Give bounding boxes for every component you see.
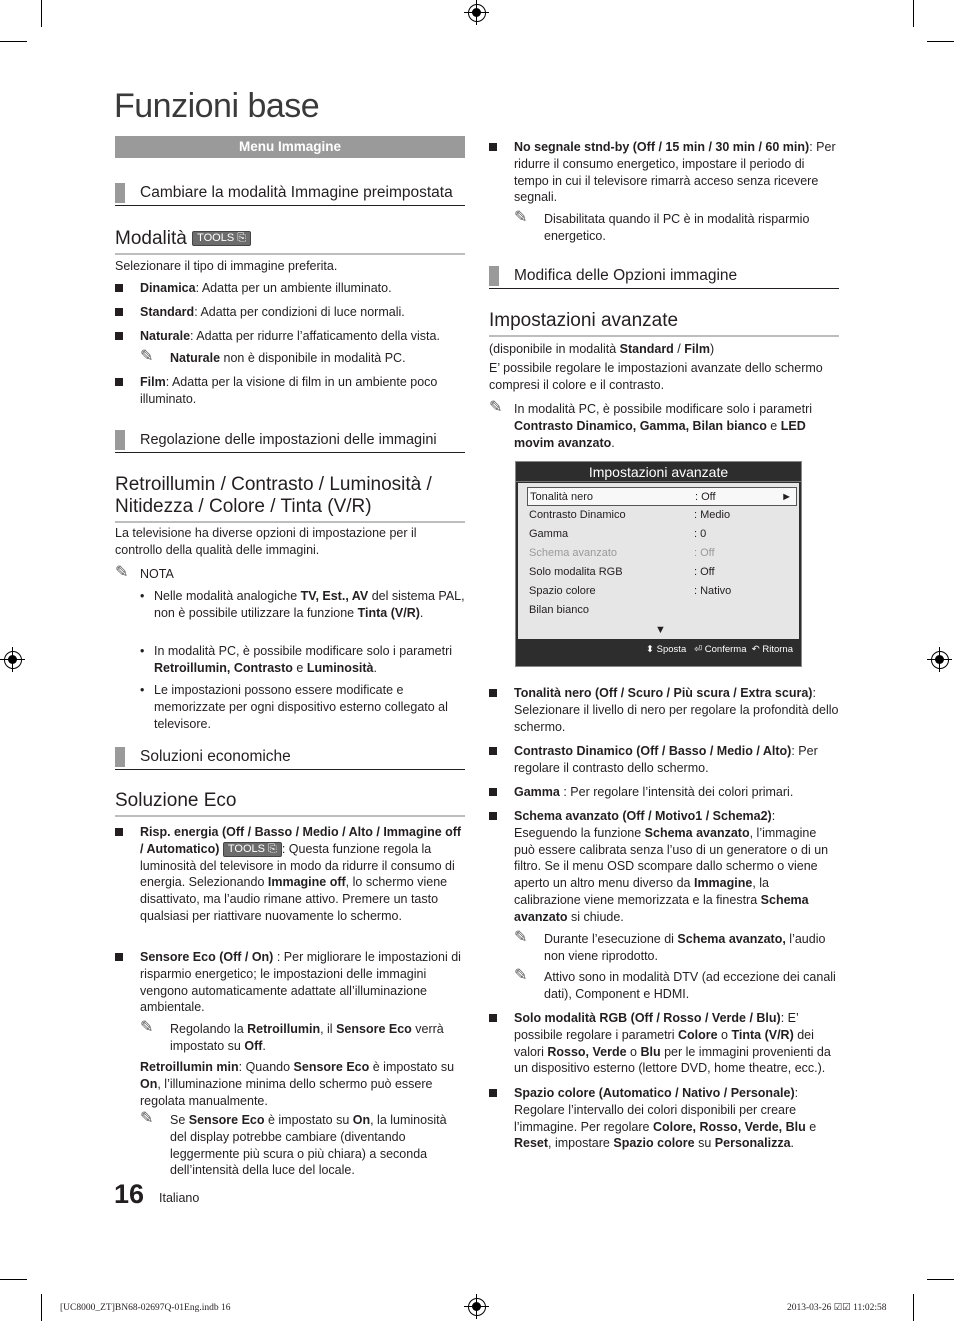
list-item <box>489 743 839 777</box>
term: Spazio colore <box>613 1136 695 1151</box>
crop-mark <box>927 1279 954 1280</box>
section-marker <box>115 183 125 203</box>
section-title-eco: Soluzione Eco <box>115 790 465 817</box>
term: Off <box>244 1038 263 1053</box>
osd-row-value: : Medio <box>694 509 731 521</box>
list-item <box>489 1010 839 1078</box>
term: Personalizza <box>714 1136 791 1151</box>
text: o <box>626 1044 641 1059</box>
item-term: Standard <box>140 305 195 319</box>
subsection-title: Modifica delle Opzioni immagine <box>514 267 738 284</box>
term: Sensore Eco <box>336 1022 412 1036</box>
section-marker <box>115 430 125 450</box>
text: , la calibrazione viene memorizzata e la finestra <box>514 876 770 907</box>
tools-label: TOOLS <box>197 232 235 245</box>
text: (disponibile in modalità <box>489 342 620 356</box>
text: dei valori <box>514 1027 814 1059</box>
term: Gamma <box>514 785 560 799</box>
term: Luminosità <box>306 660 374 675</box>
osd-row-selected[interactable] <box>527 487 797 506</box>
text: : Per regolare l’intensità dei colori primari. <box>559 785 794 799</box>
term: LED movim avanzato <box>514 418 806 450</box>
text: , il <box>320 1022 337 1036</box>
list-item <box>115 949 465 1017</box>
section-title-retroillumin: Retroillumin / Contrasto / Luminosità / Nitidezza / Colore / Tinta (V/R) <box>115 474 465 523</box>
pencil-note-icon: ✎ <box>514 967 528 984</box>
text: è impostato su <box>369 1060 455 1074</box>
bullet-icon <box>489 812 497 820</box>
osd-row-label: Contrasto Dinamico <box>529 509 626 521</box>
text: e <box>292 660 307 675</box>
term: Film <box>684 342 710 356</box>
term: Colore <box>677 1027 718 1042</box>
text: : Eseguendo la funzione <box>514 809 776 840</box>
text: , lo schermo viene disattivato, ma l’audio rimane attivo. Premere un tasto qualsiasi per riattivare nuovamente lo schermo. <box>140 875 448 923</box>
pencil-note-icon: ✎ <box>140 1110 154 1127</box>
term: Sensore Eco <box>188 1113 265 1127</box>
dot-bullet-icon: • <box>140 644 145 658</box>
pencil-note-icon: ✎ <box>140 1019 154 1036</box>
note <box>140 1021 465 1055</box>
paragraph: E’ possibile regolare le impostazioni avanzate dello schermo compresi il colore e il contrasto. <box>489 361 823 392</box>
intro-text: La televisione ha diverse opzioni di impostazione per il controllo della qualità delle immagini. <box>115 526 417 557</box>
text: . <box>373 660 377 675</box>
page-number: 16 <box>114 1179 145 1209</box>
pencil-note-icon: ✎ <box>115 564 129 581</box>
term: Schema avanzato <box>514 892 809 924</box>
term: Standard <box>619 342 674 356</box>
osd-row[interactable] <box>527 601 797 620</box>
text: verrà impostato su <box>170 1022 444 1053</box>
text: , impostare <box>548 1136 614 1151</box>
subsection-header <box>115 182 465 206</box>
note <box>489 401 839 453</box>
crop-mark <box>913 0 914 27</box>
text: / <box>673 342 685 356</box>
crop-mark <box>0 1279 27 1280</box>
text: In modalità PC, è possibile modificare solo i parametri <box>514 402 813 416</box>
osd-row-value: : Off <box>694 566 715 578</box>
osd-row-value: : Off <box>694 547 715 559</box>
intro-text: Selezionare il tipo di immagine preferita. <box>115 259 338 273</box>
list-item <box>489 1085 839 1153</box>
text: : Per migliorare le impostazioni di risparmio energetico; le impostazioni delle immagini vengono automaticamente adattate all’illuminazione ambientale. <box>140 950 461 1015</box>
osd-row-label: Schema avanzato <box>529 547 618 559</box>
term: Schema avanzato <box>644 825 750 840</box>
return-icon: ↶ <box>751 643 760 655</box>
bullet-icon <box>115 378 123 386</box>
text: , l’immagine può essere calibrata senza l’uso di un generatore o di un filtro. Se il menu OSD scompare dallo schermo o viene aperto un altro menu diverso da <box>514 825 829 891</box>
crop-mark <box>41 1294 42 1321</box>
osd-panel <box>518 483 799 639</box>
note <box>140 1112 465 1180</box>
pencil-note-icon: ✎ <box>489 399 503 416</box>
menu-bar-title: Menu Immagine <box>115 136 465 158</box>
note <box>514 969 839 1003</box>
bullet-icon <box>489 788 497 796</box>
item-desc: : Adatta per la visione di film in un ambiente poco illuminato. <box>140 375 438 406</box>
text: : Per ridurre il consumo energetico, impostare il periodo di tempo in cui il televisore rimarrà acceso senza ricevere segnali. <box>514 140 836 205</box>
term: Blu <box>640 1044 661 1059</box>
text: si chiude. <box>567 909 624 924</box>
text: : Per regolare il contrasto dello schermo. <box>514 744 818 775</box>
osd-row[interactable] <box>527 582 797 601</box>
text: e <box>766 418 781 433</box>
crop-mark <box>0 41 27 42</box>
note-header <box>115 566 465 583</box>
text: Durante l’esecuzione di <box>544 932 678 946</box>
paragraph <box>489 341 839 358</box>
item-term: Naturale <box>140 329 191 343</box>
bullet-icon <box>489 143 497 151</box>
osd-row-value: : Nativo <box>694 585 732 597</box>
term: Retroillumin, Contrasto <box>154 660 293 675</box>
registration-mark-icon <box>468 4 486 22</box>
osd-row-label: Bilan bianco <box>529 604 589 616</box>
tools-badge-icon: TOOLS ⎘ <box>192 231 251 246</box>
text: . <box>262 1038 266 1053</box>
osd-row[interactable] <box>527 563 797 582</box>
page-language: Italiano <box>159 1191 200 1205</box>
text: . <box>790 1136 795 1151</box>
pencil-note-icon: ✎ <box>514 209 528 226</box>
crop-mark <box>913 1294 914 1321</box>
item-desc: : Adatta per ridurre l’affaticamento della vista. <box>190 329 440 343</box>
list-item <box>115 374 465 408</box>
note-label: NOTA <box>140 567 174 581</box>
note-term: Naturale <box>170 351 221 365</box>
subsection-header <box>115 429 465 453</box>
text: l’audio non viene riprodotto. <box>544 932 826 963</box>
bullet-icon <box>489 1014 497 1022</box>
section-title-modalita <box>115 228 465 255</box>
text: Regolando la <box>170 1022 248 1036</box>
term: Contrasto Dinamico, Gamma, Bilan bianco <box>514 418 767 433</box>
note-list-item <box>140 643 465 679</box>
pencil-note-icon: ✎ <box>140 348 154 365</box>
text: : E’ possibile regolare i parametri <box>514 1011 799 1042</box>
term: Tinta (V/R) <box>357 605 420 620</box>
text: , la luminosità del display potrebbe cambiare (diventando leggermente più scura o più chiara) a seconda dell’intensità della luce del locale. <box>170 1113 447 1178</box>
item-term: Dinamica <box>140 281 196 295</box>
osd-row[interactable] <box>527 525 797 544</box>
term: On <box>352 1113 371 1127</box>
term: Rosso, Verde <box>547 1044 627 1059</box>
print-footer-file: [UC8000_ZT]BN68-02697Q-01Eng.indb 16 <box>60 1303 231 1313</box>
term: Solo modalità RGB (Off / Rosso / Verde / Blu) <box>514 1011 781 1025</box>
list-item <box>115 280 465 297</box>
subsection-header <box>489 265 839 289</box>
text: : Quando <box>238 1060 294 1074</box>
subsection-title: Regolazione delle impostazioni delle immagini <box>140 432 437 448</box>
osd-row-disabled <box>527 544 797 563</box>
list-item <box>489 685 839 737</box>
text: Attivo sono in modalità DTV (ad eccezione dei canali dati), Component e HDMI. <box>544 970 836 1001</box>
bullet-icon <box>489 689 497 697</box>
term: TV, Est., AV <box>300 589 369 603</box>
osd-menu-screenshot <box>515 461 802 667</box>
term: Risp. energia (Off / Basso / Medio / Alto / Immagine off / Automatico) <box>140 825 462 856</box>
term: Immagine <box>693 876 753 891</box>
osd-row-label: Solo modalita RGB <box>529 566 623 578</box>
subsection-title: Soluzioni economiche <box>140 748 291 765</box>
right-arrow-icon: ► <box>781 491 792 503</box>
term: Retroillumin <box>247 1022 321 1036</box>
term: Contrasto Dinamico (Off / Basso / Medio / Alto) <box>514 744 792 758</box>
term: Immagine off <box>267 875 346 890</box>
osd-row[interactable] <box>527 506 797 525</box>
bullet-icon <box>115 284 123 292</box>
dot-bullet-icon: • <box>140 683 145 697</box>
term: Sensore Eco <box>293 1060 370 1074</box>
list-item <box>115 328 465 345</box>
section-marker <box>115 747 125 767</box>
text: su <box>694 1136 715 1151</box>
dot-bullet-icon: • <box>140 589 145 603</box>
text: Nelle modalità analogiche <box>154 589 301 603</box>
print-footer-date: 2013-03-26 ☑☑ 11:02:58 <box>787 1303 887 1313</box>
bullet-icon <box>489 747 497 755</box>
term: On <box>140 1076 158 1091</box>
term: Sensore Eco (Off / On) <box>140 950 274 964</box>
osd-row-value: : Off <box>695 491 716 503</box>
section-marker <box>489 266 499 286</box>
term: Tinta (V/R) <box>731 1027 794 1042</box>
text: è impostato su <box>264 1113 353 1127</box>
text: In modalità PC, è possibile modificare solo i parametri <box>154 644 453 658</box>
text: del sistema PAL, non è possibile utilizzare la funzione <box>154 589 465 620</box>
text: : Regolare l’intervallo dei colori disponibili per creare l’immagine. Per regolare <box>514 1086 799 1134</box>
text: . <box>419 605 424 620</box>
text: Disabilitata quando il PC è in modalità risparmio energetico. <box>544 212 810 243</box>
page-title: Funzioni base <box>114 87 320 125</box>
note <box>514 931 839 965</box>
note <box>514 211 839 245</box>
note-list-item <box>140 682 465 734</box>
note-text: non è disponibile in modalità PC. <box>220 351 406 365</box>
bullet-icon <box>115 828 123 836</box>
crop-mark <box>927 41 954 42</box>
text: : Selezionare il livello di nero per regolare la profondità dello schermo. <box>514 686 839 734</box>
crop-mark <box>41 0 42 27</box>
osd-row-label: Gamma <box>529 528 569 540</box>
term: No segnale stnd-by (Off / 15 min / 30 min / 60 min) <box>514 140 810 154</box>
paragraph <box>140 1059 465 1109</box>
text: : Questa funzione regola la luminosità del televisore in modo da ridurre il consumo di energia. Selezionando <box>140 841 455 890</box>
pencil-note-icon: ✎ <box>514 929 528 946</box>
term: Schema avanzato (Off / Motivo1 / Schema2) <box>514 809 772 823</box>
note <box>140 350 465 367</box>
footer-confirm: Conferma <box>704 643 747 655</box>
tools-badge-icon: TOOLS ⎘ <box>223 842 282 857</box>
list-item <box>115 304 465 321</box>
list-item <box>489 139 839 207</box>
item-desc: : Adatta per un ambiente illuminato. <box>195 281 392 295</box>
text: . <box>611 435 615 450</box>
bullet-icon <box>115 332 123 340</box>
note-list-item <box>140 588 465 640</box>
osd-title: Impostazioni avanzate <box>516 462 801 482</box>
bullet-icon <box>115 308 123 316</box>
list-item <box>489 784 839 801</box>
subsection-header <box>115 746 465 770</box>
registration-mark-icon <box>468 1298 486 1316</box>
subsection-title: Cambiare la modalità Immagine preimpostata <box>140 184 453 201</box>
section-title-advanced: Impostazioni avanzate <box>489 310 839 337</box>
item-desc: : Adatta per condizioni di luce normali. <box>194 305 405 319</box>
section-title-text: Modalità <box>115 228 187 249</box>
term: Tonalità nero (Off / Scuro / Più scura / Extra scura) <box>514 686 813 700</box>
osd-row-label: Spazio colore <box>529 585 596 597</box>
list-item <box>115 824 465 942</box>
text: , l’illuminazione minima dello schermo può essere regolata manualmente. <box>140 1076 433 1108</box>
term: Spazio colore (Automatico / Nativo / Personale) <box>514 1086 795 1100</box>
osd-row-label: Tonalità nero <box>530 491 593 503</box>
bullet-icon <box>489 1089 497 1097</box>
up-down-arrows-icon: ⬍ <box>646 643 655 655</box>
tools-label: TOOLS <box>227 843 265 855</box>
scroll-down-arrow-icon[interactable]: ▼ <box>655 624 666 636</box>
list-item <box>489 808 839 926</box>
term: Retroillumin min <box>140 1060 239 1074</box>
text: o <box>717 1027 732 1042</box>
item-term: Film <box>140 375 166 389</box>
text: Se <box>170 1113 189 1127</box>
text: Le impostazioni possono essere modificate e memorizzate per ogni dispositivo esterno collegato al televisore. <box>154 683 448 731</box>
registration-mark-icon <box>931 651 949 669</box>
footer-move: Sposta <box>656 643 687 655</box>
text: ) <box>709 342 715 356</box>
enter-icon: ⏎ <box>694 643 703 655</box>
term: Colore, Rosso, Verde, Blu <box>652 1119 806 1134</box>
osd-row-value: : 0 <box>694 528 707 540</box>
registration-mark-icon <box>4 651 22 669</box>
bullet-icon <box>115 953 123 961</box>
text: e <box>805 1119 817 1134</box>
term: Reset <box>514 1136 549 1151</box>
text: per le immagini provenienti da un dispositivo esterno (lettore DVD, home theatre, ecc.). <box>514 1044 831 1076</box>
footer-return: Ritorna <box>762 643 793 655</box>
term: Schema avanzato, <box>677 932 786 946</box>
osd-footer <box>516 642 801 659</box>
